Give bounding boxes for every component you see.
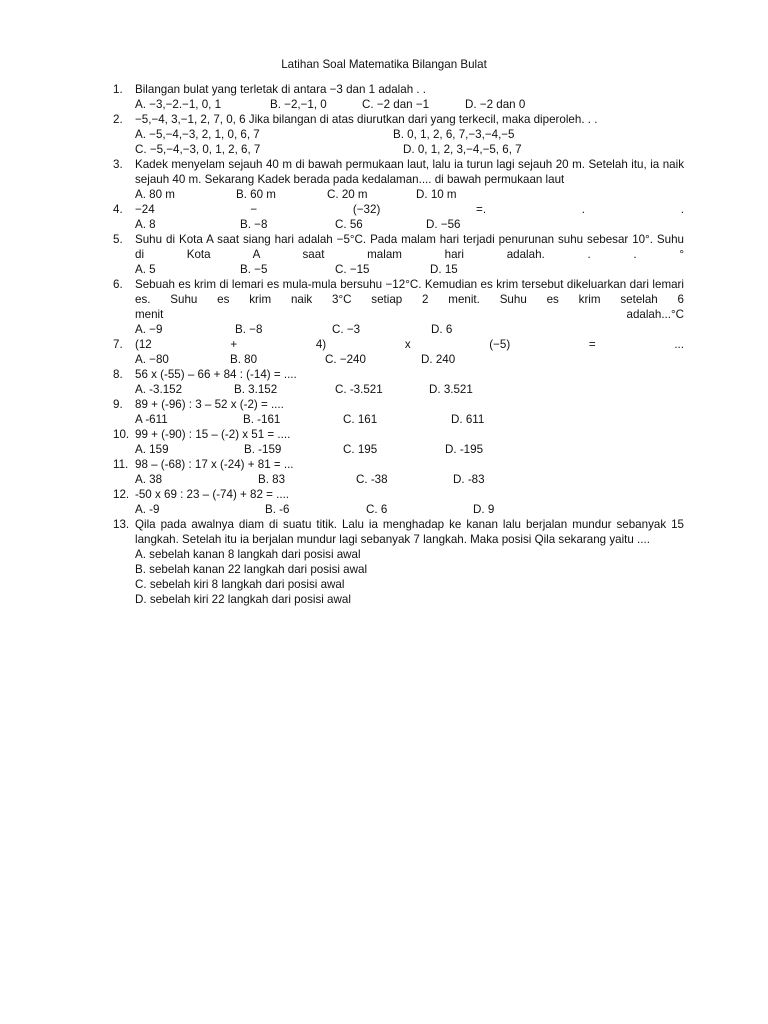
question-text: Bilangan bulat yang terletak di antara −3 dan 1 adalah . . (135, 83, 427, 96)
option-a: A. −5,−4,−3, 2, 1, 0, 6, 7 (135, 128, 260, 141)
option-a: A. -9 (135, 503, 160, 516)
option-a: A. sebelah kanan 8 langkah dari posisi awal (135, 548, 361, 561)
option-d: D. −56 (426, 218, 461, 231)
question-text: 56 x (-55) – 66 + 84 : (-14) = .... (135, 368, 297, 381)
options-13a (113, 547, 684, 562)
option-c: C. -3.521 (335, 383, 383, 396)
option-a: A. 80 m (135, 188, 175, 201)
option-d: D. 0, 1, 2, 3,−4,−5, 6, 7 (403, 143, 522, 156)
option-c: C. −15 (335, 263, 370, 276)
option-a: A -611 (135, 413, 168, 426)
question-number: 6. (113, 278, 123, 291)
option-c: C. −3 (332, 323, 361, 336)
question-11 (113, 457, 684, 472)
option-a: A. 8 (135, 218, 156, 231)
question-text: Qila pada awalnya diam di suatu titik. Lalu ia menghadap ke kanan lalu berjalan mundur sebanyak 15 langkah. Setelah itu ia berjalan mundur lagi sebanyak 7 langkah. Maka posisi Qila sekarang yaitu .... (135, 518, 684, 546)
question-8 (113, 367, 684, 382)
option-c: C. 161 (343, 413, 378, 426)
options-7 (113, 352, 684, 367)
option-b: B. 60 m (236, 188, 276, 201)
question-text (135, 337, 684, 352)
question-text: Suhu di Kota A saat siang hari adalah −5°C. Pada malam hari terjadi penurunan suhu sebesar 10°. Suhu di Kota A saat malam hari adalah. . . ° (135, 233, 684, 261)
option-d: D. 9 (473, 503, 495, 516)
options-13b (113, 562, 684, 577)
question-number: 5. (113, 233, 123, 246)
option-d: D. −2 dan 0 (465, 98, 526, 111)
question-text: 98 – (-68) : 17 x (-24) + 81 = ... (135, 458, 294, 471)
question-text: 99 + (-90) : 15 – (-2) x 51 = .... (135, 428, 291, 441)
option-a: A. 5 (135, 263, 156, 276)
option-a: A. 38 (135, 473, 163, 486)
option-c: C. 20 m (327, 188, 368, 201)
question-number: 8. (113, 368, 123, 381)
expr-part: x (404, 338, 411, 351)
question-text: −5,−4, 3,−1, 2, 7, 0, 6 Jika bilangan di atas diurutkan dari yang terkecil, maka diperoleh. . . (135, 113, 598, 126)
question-number: 11. (113, 458, 129, 471)
expr-part: =. (476, 203, 487, 216)
expr-part: = (588, 338, 596, 351)
option-b: B. −5 (240, 263, 268, 276)
options-13c (113, 577, 684, 592)
option-d: D. 3.521 (429, 383, 473, 396)
question-text: -50 x 69 : 23 – (-74) + 82 = .... (135, 488, 290, 501)
option-b: B. −8 (235, 323, 263, 336)
question-list (113, 82, 684, 607)
option-a: A. -3.152 (135, 383, 183, 396)
expr-part: (−5) (489, 338, 511, 351)
options-9 (113, 412, 684, 427)
option-b: B. 80 (230, 353, 258, 366)
options-1 (113, 97, 684, 112)
question-13 (113, 517, 684, 547)
expr-part: (12 (135, 338, 152, 351)
option-c: C. 195 (343, 443, 378, 456)
question-number: 4. (113, 203, 123, 216)
option-a: A. 159 (135, 443, 169, 456)
question-1 (113, 82, 684, 97)
page-title: Latihan Soal Matematika Bilangan Bulat (281, 58, 487, 71)
option-c: C. sebelah kiri 8 langkah dari posisi awal (135, 578, 345, 591)
question-2 (113, 112, 684, 127)
options-6 (113, 322, 684, 337)
option-d: D. 611 (451, 413, 485, 426)
question-text (135, 202, 684, 217)
question-text: 89 + (-96) : 3 – 52 x (-2) = .... (135, 398, 284, 411)
question-number: 9. (113, 398, 123, 411)
options-4 (113, 217, 684, 232)
option-b: B. 0, 1, 2, 6, 7,−3,−4,−5 (393, 128, 515, 141)
options-8 (113, 382, 684, 397)
option-c: C. −240 (325, 353, 366, 366)
option-d: D. -83 (453, 473, 485, 486)
question-3 (113, 157, 684, 187)
question-9 (113, 397, 684, 412)
option-d: D. 240 (421, 353, 456, 366)
question-5 (113, 232, 684, 262)
question-number: 3. (113, 158, 123, 171)
question-text (135, 277, 684, 322)
question-10 (113, 427, 684, 442)
option-a: A. −3,−2.−1, 0, 1 (135, 98, 222, 111)
question-number: 13. (113, 518, 130, 531)
option-a: A. −9 (135, 323, 163, 336)
question-text-tail (135, 307, 684, 322)
option-b: B. −8 (240, 218, 268, 231)
option-b: B. 83 (258, 473, 286, 486)
tail-right: adalah...°C (626, 308, 684, 321)
option-b: B. 3.152 (234, 383, 278, 396)
option-c: C. -38 (356, 473, 388, 486)
question-number: 10. (113, 428, 130, 441)
options-11 (113, 472, 684, 487)
options-13d (113, 592, 684, 607)
option-c: C. −5,−4,−3, 0, 1, 2, 6, 7 (135, 143, 261, 156)
option-b: B. sebelah kanan 22 langkah dari posisi awal (135, 563, 368, 576)
options-5 (113, 262, 684, 277)
options-12 (113, 502, 684, 517)
option-b: B. -161 (243, 413, 281, 426)
options-2a (113, 127, 684, 142)
option-b: B. -159 (244, 443, 282, 456)
option-c: C. 56 (335, 218, 363, 231)
question-number: 1. (113, 83, 123, 96)
options-2b (113, 142, 684, 157)
option-a: A. −80 (135, 353, 169, 366)
question-number: 7. (113, 338, 123, 351)
tail-left: menit (135, 308, 164, 321)
option-d: D. 15 (430, 263, 458, 276)
question-6 (113, 277, 684, 322)
option-d: D. sebelah kiri 22 langkah dari posisi awal (135, 593, 351, 606)
expr-part: 4) (315, 338, 327, 351)
question-4 (113, 202, 684, 217)
expr-part: . (581, 203, 586, 216)
option-d: D. -195 (445, 443, 484, 456)
option-b: B. −2,−1, 0 (270, 98, 327, 111)
option-c: C. 6 (366, 503, 388, 516)
option-d: D. 6 (431, 323, 453, 336)
option-c: C. −2 dan −1 (362, 98, 430, 111)
options-10 (113, 442, 684, 457)
question-7 (113, 337, 684, 352)
expr-part: . (680, 203, 684, 216)
options-3 (113, 187, 684, 202)
question-number: 2. (113, 113, 123, 126)
question-number: 12. (113, 488, 130, 501)
question-12 (113, 487, 684, 502)
expr-part: − (250, 203, 258, 216)
expr-part: + (230, 338, 238, 351)
question-text: Kadek menyelam sejauh 40 m di bawah permukaan laut, lalu ia turun lagi sejauh 20 m. Setelah itu, ia naik sejauh 40 m. Sekarang Kadek berada pada kedalaman.... di bawah permukaan laut (135, 158, 684, 186)
option-b: B. -6 (265, 503, 290, 516)
question-text-body: Sebuah es krim di lemari es mula-mula bersuhu −12°C. Kemudian es krim tersebut dikeluarkan dari lemari es. Suhu es krim naik 3°C setiap 2 menit. Suhu es krim setelah 6 (135, 278, 684, 306)
option-d: D. 10 m (416, 188, 457, 201)
expr-part: ... (674, 338, 684, 351)
expr-part: (−32) (352, 203, 381, 216)
expr-part: −24 (135, 203, 155, 216)
